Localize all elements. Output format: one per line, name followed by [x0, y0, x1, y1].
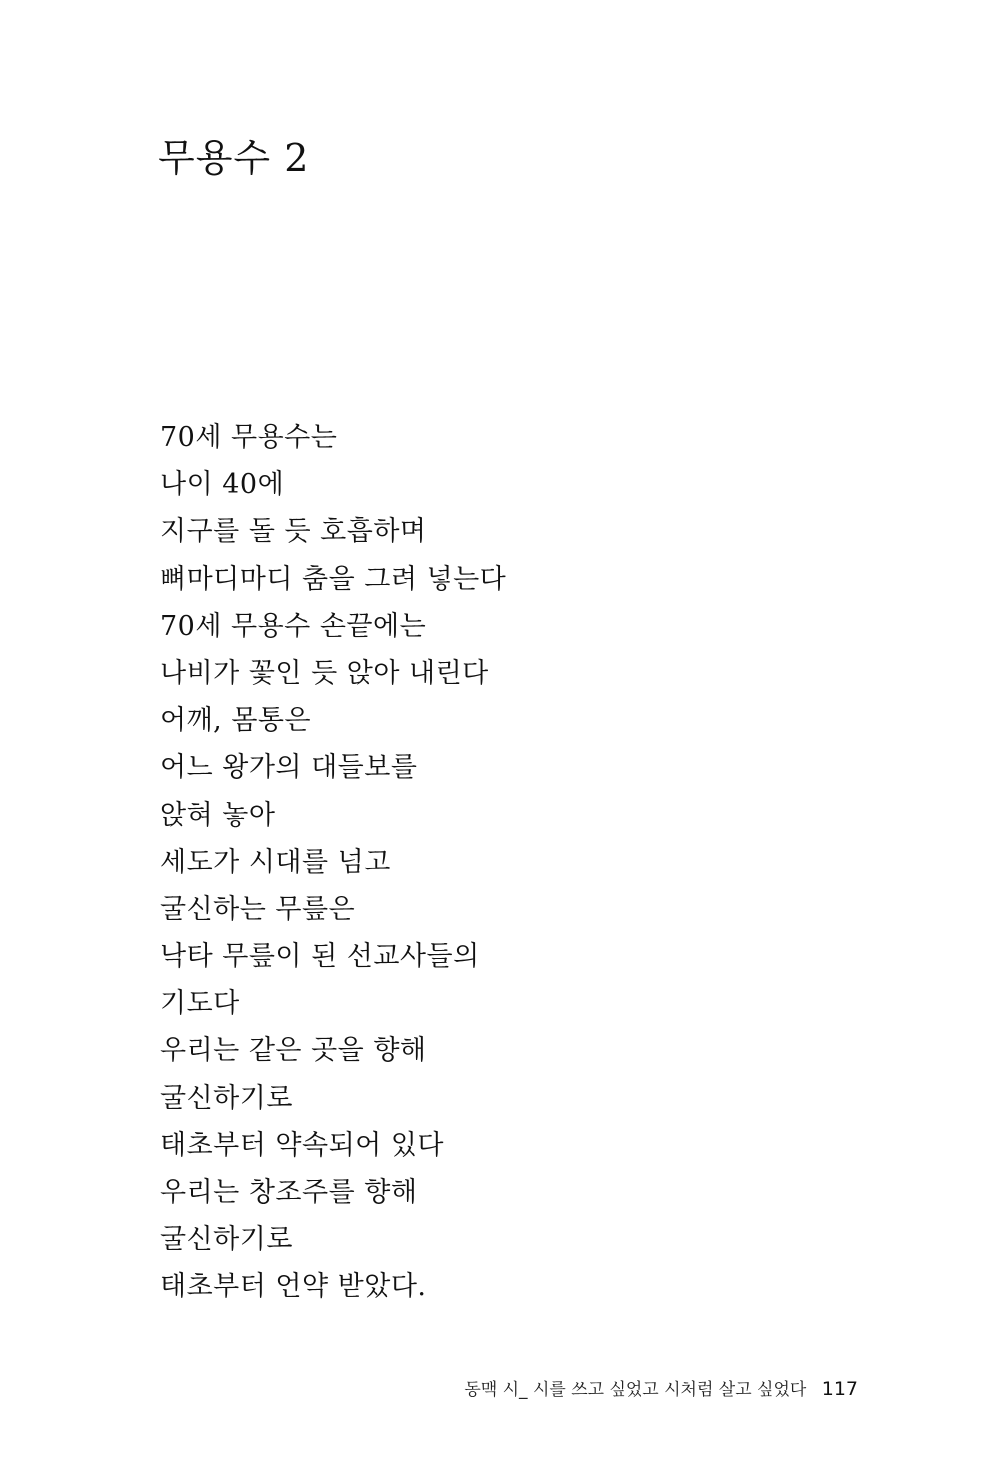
- poem-line: 굴신하기로: [160, 1082, 293, 1114]
- poem-line: 어깨, 몸통은: [160, 705, 312, 737]
- poem-line: 우리는 창조주를 향해: [160, 1177, 418, 1208]
- poem-line: 태초부터 언약 받았다.: [160, 1271, 427, 1303]
- poem-line: 굴신하기로: [160, 1224, 293, 1256]
- poem-line: 어느 왕가의 대들보를: [160, 752, 418, 784]
- poem-line: 굴신하는 무릎은: [160, 893, 356, 925]
- poem-line: 70세 무용수 손끝에는: [160, 610, 427, 642]
- poem-line: 세도가 시대를 넘고: [160, 846, 391, 878]
- poem-title: 무용수 2: [158, 136, 310, 180]
- poem-line: 나이 40에: [160, 469, 285, 501]
- poem-line: 태초부터 약속되어 있다: [160, 1129, 444, 1161]
- poem-line: 우리는 같은 곳을 향해: [160, 1035, 427, 1067]
- poem-line: 지구를 돌 듯 호흡하며: [160, 516, 427, 548]
- poem-line: 뼈마디마디 춤을 그려 넣는다: [160, 563, 507, 595]
- poem-body: [160, 414, 506, 1311]
- page-number: 117: [821, 1378, 858, 1400]
- poem-line: 기도다: [160, 988, 240, 1020]
- poem-line: 앉혀 놓아: [160, 799, 276, 831]
- running-title: 동맥 시_ 시를 쓰고 싶었고 시처럼 살고 싶었다: [464, 1380, 807, 1400]
- page-footer: [464, 1374, 858, 1405]
- poem-line: 나비가 꽃인 듯 앉아 내린다: [160, 657, 489, 689]
- poem-line: 낙타 무릎이 된 선교사들의: [160, 941, 480, 973]
- poem-line: 70세 무용수는: [160, 422, 338, 453]
